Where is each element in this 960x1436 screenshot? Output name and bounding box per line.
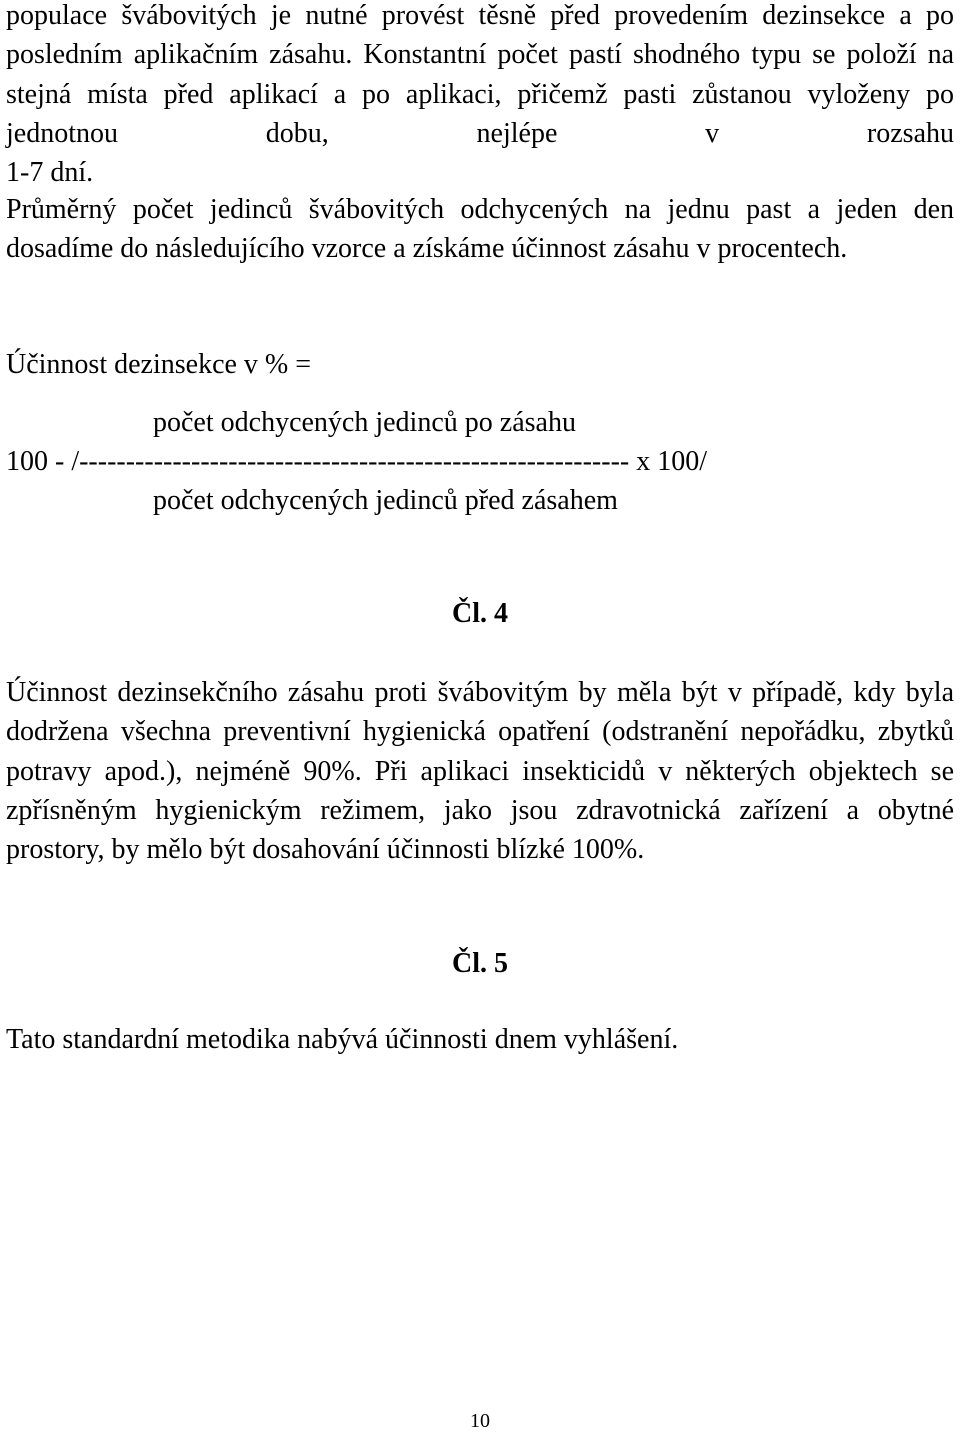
article-4-heading: Čl. 4 <box>452 598 508 629</box>
formula-fraction-line: 100 - /----------------------------------------------------------- x 100/ <box>6 446 708 477</box>
paragraph-trap-procedure-tail: 1-7 dní. <box>6 157 94 189</box>
formula-label: Účinnost dezinsekce v % = <box>6 349 312 380</box>
formula-numerator: počet odchycených jedinců po zásahu <box>153 407 576 438</box>
paragraph-trap-procedure-body: populace švábovitých je nutné provést těsně před provedením dezinsekce a po posledním aplikačním zásahu. Konstantní počet pastí shodného typu se položí na stejná místa před aplikací a po aplikaci, přičemž pasti zůstanou vyloženy po jednotnou dobu, nejlépe v rozsahu <box>6 0 954 149</box>
paragraph-average-count: Průměrný počet jedinců švábovitých odchycených na jednu past a jeden den dosadíme do následujícího vzorce a získáme účinnost zásahu v procentech. <box>6 194 954 265</box>
document-page <box>6 0 954 1436</box>
formula-denominator: počet odchycených jedinců před zásahem <box>153 485 618 516</box>
paragraph-efficacy-requirement: Účinnost dezinsekčního zásahu proti švábovitým by měla být v případě, kdy byla dodržena všechna preventivní hygienická opatření (odstranění nepořádku, zbytků potravy apod.), nejméně 90%. Při aplikaci insekticidů v některých objektech se zpřísněným hygienickým režimem, jako jsou zdravotnická zařízení a obytné prostory, by mělo být dosahování účinnosti blízké 100%. <box>6 677 954 866</box>
page-number: 10 <box>470 1410 490 1432</box>
paragraph-trap-procedure <box>6 0 954 192</box>
paragraph-effective-date: Tato standardní metodika nabývá účinnosti dnem vyhlášení. <box>6 1024 679 1055</box>
article-5-heading: Čl. 5 <box>452 948 508 979</box>
